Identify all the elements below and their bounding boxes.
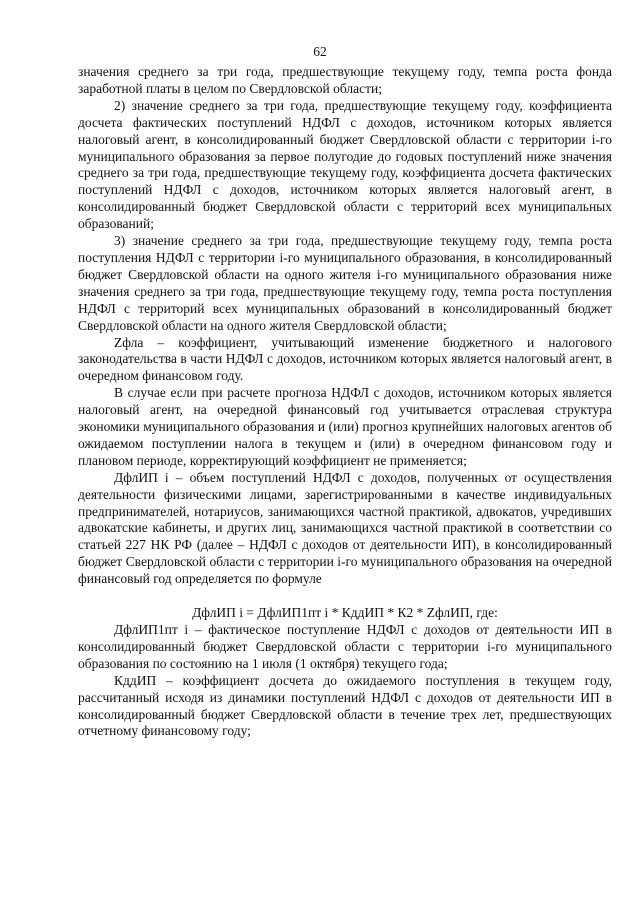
- definition-dflip1pt: ДфлИП1пт i – фактическое поступление НДФЛ с доходов от деятельности ИП в консолидированный бюджет Свердловской области с территории i-го муниципального образования по состоянию на 1 июля (1 октября) текущего года;: [78, 622, 612, 671]
- page-number: 62: [313, 44, 327, 59]
- paragraph-item-2: 2) значение среднего за три года, предшествующие текущему году, коэффициента досчета фактических поступлений НДФЛ с доходов, источником которых является налоговый агент, в консолидированный бюджет Свердловской области с территории i-го муниципального образования за первое полугодие до годовых поступлений ниже значения среднего за три года, предшествующие текущему году, коэффициента досчета фактических поступлений НДФЛ с доходов, источником которых является налоговый агент, в консолидированный бюджет Свердловской области с территорий всех муниципальных образований;: [78, 97, 612, 232]
- paragraph-forecast-note: В случае если при расчете прогноза НДФЛ с доходов, источником которых является налоговый агент, на очередной финансовый год учитывается отраслевая структура экономики муниципального образования и (или) прогноз крупнейших налоговых агентов об ожидаемом поступлении налога в текущем и (или) в очередном финансовом году и плановом периоде, корректирующий коэффициент не применяется;: [78, 385, 612, 468]
- definition-kddip: КддИП – коэффициент досчета до ожидаемого поступления в текущем году, рассчитанный исходя из динамики поступлений НДФЛ с доходов от деятельности ИП в консолидированный бюджет Свердловской области в течение трех лет, предшествующих отчетному финансовому году;: [78, 672, 612, 739]
- paragraph-dflip-definition: ДфлИП i – объем поступлений НДФЛ с доходов, полученных от осуществления деятельности физическими лицами, зарегистрированными в качестве индивидуальных предпринимателей, нотариусов, занимающихся частной практикой, адвокатов, учредивших адвокатские кабинеты, и других лиц, занимающихся частной практикой в соответствии со статьей 227 НК РФ (далее – НДФЛ с доходов от деятельности ИП), в консолидированный бюджет Свердловской области с территории i-го муниципального образования на очередной финансовый год определяется по формуле: [78, 469, 612, 587]
- paragraph-item-3: 3) значение среднего за три года, предшествующие текущему году, темпа роста поступления НДФЛ с территории i-го муниципального образования, в консолидированный бюджет Свердловской области на одного жителя i-го муниципального образования ниже значения среднего за три года, предшествующие текущему году, темпа роста поступления НДФЛ с территорий всех муниципальных образований в консолидированный бюджет Свердловской области на одного жителя Свердловской области;: [78, 233, 612, 333]
- paragraph-zfla: Zфла – коэффициент, учитывающий изменение бюджетного и налогового законодательства в части НДФЛ с доходов, источником которых является налоговый агент, в очередном финансовом году.: [78, 334, 612, 384]
- document-body: [78, 64, 612, 740]
- formula: ДфлИП i = ДфлИП1пт i * КддИП * К2 * ZфлИП, где:: [192, 605, 498, 621]
- paragraph-continuation: значения среднего за три года, предшествующие текущему году, темпа роста фонда заработной платы в целом по Свердловской области;: [78, 64, 612, 96]
